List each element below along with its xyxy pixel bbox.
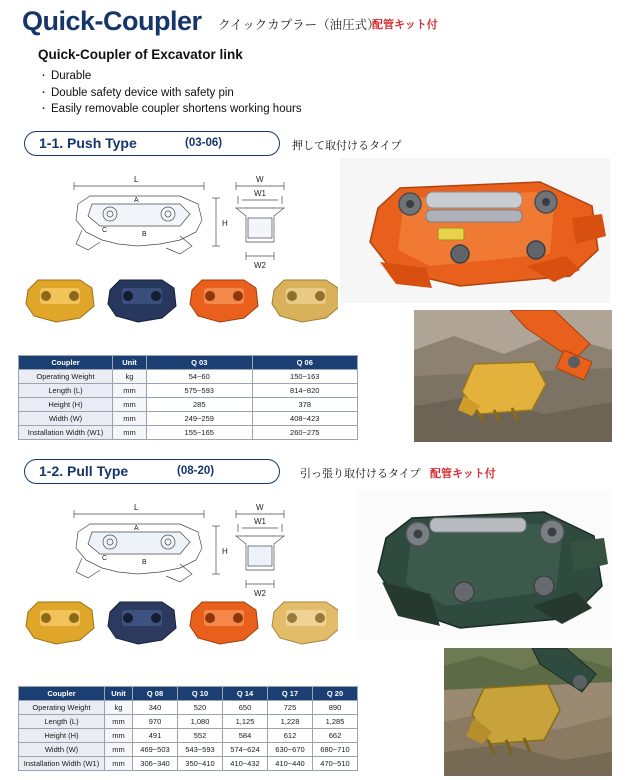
- cell-value: 150~163: [252, 370, 358, 384]
- table-row: [19, 426, 358, 440]
- push-type-line-drawing: [30, 170, 292, 270]
- draw-label-A: A: [134, 197, 139, 204]
- coupler-variant: [108, 280, 176, 322]
- table-row: [19, 370, 358, 384]
- cell-value: 260~275: [252, 426, 358, 440]
- page-title-japanese: クイックカプラー（油圧式）: [218, 18, 380, 32]
- cell-value: 350~410: [178, 757, 223, 771]
- cell-value: 1,285: [313, 715, 358, 729]
- cell-value: 890: [313, 701, 358, 715]
- table-header-row: [19, 356, 358, 370]
- cell-unit: mm: [105, 729, 133, 743]
- draw-label-L: L: [134, 175, 139, 184]
- feature-list: [40, 68, 302, 118]
- th-coupler: Coupler: [19, 687, 105, 701]
- draw-label-W1: W1: [254, 517, 266, 526]
- cell-unit: mm: [113, 426, 147, 440]
- section-range-push: (03-06): [185, 137, 223, 149]
- cell-label: Installation Width (W1): [19, 757, 105, 771]
- cell-value: 54~60: [147, 370, 253, 384]
- cell-label: Operating Weight: [19, 370, 113, 384]
- draw-label-W: W: [256, 175, 264, 184]
- cell-label: Height (H): [19, 729, 105, 743]
- coupler-variant: [272, 280, 338, 322]
- th-unit: Unit: [105, 687, 133, 701]
- cell-value: 249~259: [147, 412, 253, 426]
- subtitle: Quick-Coupler of Excavator link: [38, 47, 243, 62]
- cell-value: 552: [178, 729, 223, 743]
- cell-value: 410~440: [268, 757, 313, 771]
- cell-value: 285: [147, 398, 253, 412]
- push-spec-table: [18, 355, 358, 440]
- table-row: [19, 384, 358, 398]
- cell-value: 575~593: [147, 384, 253, 398]
- cell-unit: mm: [113, 398, 147, 412]
- cell-label: Width (W): [19, 412, 113, 426]
- section-note-pull: 引っ張り取付けるタイプ: [300, 468, 421, 480]
- section-note-push: 押して取付けるタイプ: [292, 140, 402, 152]
- coupler-variant: [190, 280, 258, 322]
- cell-unit: kg: [113, 370, 147, 384]
- table-row: [19, 398, 358, 412]
- cell-label: Height (H): [19, 398, 113, 412]
- table-row: [19, 701, 358, 715]
- cell-label: Width (W): [19, 743, 105, 757]
- cell-value: 612: [268, 729, 313, 743]
- cell-value: 1,125: [223, 715, 268, 729]
- pull-coupler-variants: [18, 590, 338, 650]
- cell-unit: mm: [105, 715, 133, 729]
- th-coupler: Coupler: [19, 356, 113, 370]
- cell-value: 1,228: [268, 715, 313, 729]
- cell-label: Operating Weight: [19, 701, 105, 715]
- push-coupler-product-photo: [340, 158, 610, 303]
- cell-value: 410~432: [223, 757, 268, 771]
- pull-spec-table: [18, 686, 358, 771]
- cell-value: 650: [223, 701, 268, 715]
- th-q17: Q 17: [268, 687, 313, 701]
- cell-value: 662: [313, 729, 358, 743]
- pull-type-line-drawing: [30, 498, 292, 598]
- cell-value: 630~670: [268, 743, 313, 757]
- th-q10: Q 10: [178, 687, 223, 701]
- cell-unit: mm: [113, 412, 147, 426]
- draw-label-L: L: [134, 503, 139, 512]
- coupler-variant: [26, 602, 94, 644]
- cell-unit: mm: [105, 757, 133, 771]
- push-coupler-field-photo: [414, 310, 612, 442]
- cell-value: 1,080: [178, 715, 223, 729]
- th-q08: Q 08: [133, 687, 178, 701]
- section-heading-push: [24, 131, 280, 156]
- draw-label-W2: W2: [254, 261, 266, 270]
- pull-coupler-product-photo: [356, 490, 612, 640]
- list-item: · Easily removable coupler shortens working hours: [40, 101, 302, 118]
- th-q20: Q 20: [313, 687, 358, 701]
- draw-label-B: B: [142, 559, 147, 566]
- page-title-badge: 配管キット付: [372, 19, 438, 31]
- pull-coupler-field-photo: [444, 648, 612, 776]
- section-note-pull-badge: 配管キット付: [430, 468, 496, 480]
- page-title: Quick-Coupler: [22, 6, 202, 36]
- draw-label-W: W: [256, 503, 264, 512]
- section-number-push: 1-1. Push Type: [39, 135, 137, 151]
- page-header: [0, 0, 630, 40]
- draw-label-A: A: [134, 525, 139, 532]
- cell-value: 340: [133, 701, 178, 715]
- th-q03: Q 03: [147, 356, 253, 370]
- table-header-row: [19, 687, 358, 701]
- cell-value: 814~820: [252, 384, 358, 398]
- coupler-variant: [190, 602, 258, 644]
- cell-unit: mm: [113, 384, 147, 398]
- table-row: [19, 743, 358, 757]
- cell-value: 491: [133, 729, 178, 743]
- cell-value: 520: [178, 701, 223, 715]
- cell-value: 469~503: [133, 743, 178, 757]
- section-number-pull: 1-2. Pull Type: [39, 463, 129, 479]
- section-heading-pull: [24, 459, 280, 484]
- draw-label-C: C: [102, 227, 108, 234]
- cell-value: 584: [223, 729, 268, 743]
- cell-unit: mm: [105, 743, 133, 757]
- coupler-variant: [272, 602, 338, 644]
- cell-label: Length (L): [19, 715, 105, 729]
- th-unit: Unit: [113, 356, 147, 370]
- draw-label-W2: W2: [254, 589, 266, 598]
- cell-label: Length (L): [19, 384, 113, 398]
- draw-label-H: H: [222, 547, 228, 556]
- cell-value: 306~340: [133, 757, 178, 771]
- cell-value: 155~165: [147, 426, 253, 440]
- cell-value: 970: [133, 715, 178, 729]
- cell-unit: kg: [105, 701, 133, 715]
- cell-value: 408~423: [252, 412, 358, 426]
- cell-value: 378: [252, 398, 358, 412]
- table-row: [19, 757, 358, 771]
- cell-value: 470~510: [313, 757, 358, 771]
- th-q06: Q 06: [252, 356, 358, 370]
- th-q14: Q 14: [223, 687, 268, 701]
- draw-label-H: H: [222, 219, 228, 228]
- list-item: · Double safety device with safety pin: [40, 85, 302, 102]
- table-row: [19, 412, 358, 426]
- push-coupler-variants: [18, 268, 338, 328]
- cell-value: 574~624: [223, 743, 268, 757]
- draw-label-W1: W1: [254, 189, 266, 198]
- cell-value: 725: [268, 701, 313, 715]
- cell-value: 543~593: [178, 743, 223, 757]
- cell-value: 680~710: [313, 743, 358, 757]
- draw-label-C: C: [102, 555, 108, 562]
- table-row: [19, 715, 358, 729]
- table-row: [19, 729, 358, 743]
- section-range-pull: (08-20): [177, 465, 215, 477]
- coupler-variant: [108, 602, 176, 644]
- cell-label: Installation Width (W1): [19, 426, 113, 440]
- list-item: · Durable: [40, 68, 302, 85]
- coupler-variant: [26, 280, 94, 322]
- draw-label-B: B: [142, 231, 147, 238]
